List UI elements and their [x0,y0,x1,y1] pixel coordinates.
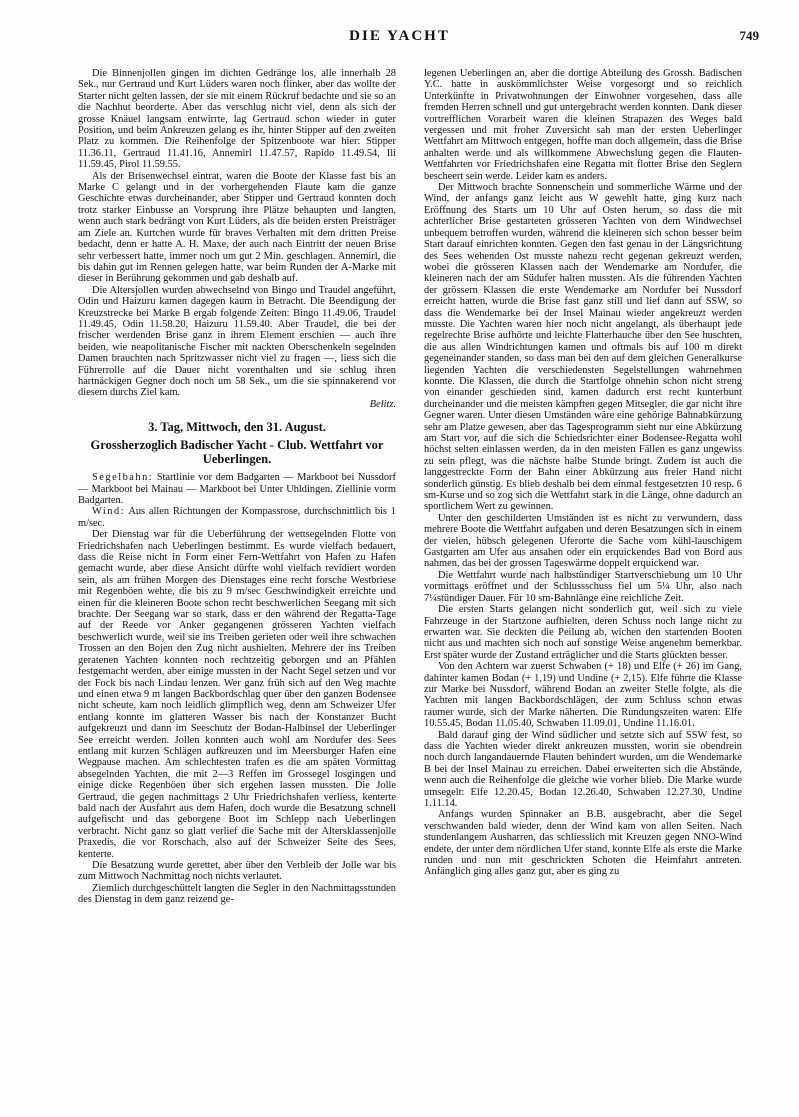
club-heading: Grossherzoglich Badischer Yacht - Club. Wettfahrt vor Ueberlingen. [90,438,384,467]
left-column [78,68,396,1108]
paragraph: Die Binnenjollen gingen im dichten Gedränge los, alle innerhalb 28 Sek., nur Gertraud und Kurt Lüders waren noch flinker, aber das wollte der Starter nicht gelten lassen, der sie mit einem Rückruf bedachte und sie so an die Nachhut beorderte. Aber das verschlug nicht viel, denn als sich der grosse Knäuel langsam entwirrte, lag Gertraud schon wieder in guter Position, und beim Ankreuzen gelang es ihr, hinter Stipper auf den zweiten Platz zu kommen. Die Reihenfolge der Spitzenboote war hier: Stipper 11.36.11, Gertraud 11.41.16, Annemirl 11.47.57, Rapido 11.49.54, Ili 11.59.45, Pirol 11.59.55. [78,68,396,171]
day-heading: 3. Tag, Mittwoch, den 31. August. [148,420,326,435]
wind-label: Wind: [92,506,126,518]
paragraph: Unter den geschilderten Umständen ist es nicht zu verwundern, dass mehrere Boote die Wettfahrt aufgaben und deren Besatzungen sich in einem der vielen, hübsch gelegenen Uferorte die Sache vom kühl-lauschigem Gastgarten am Ufer aus ansahen oder ein erquickendes Bad von Bord aus nahmen, das bei der grossen Tageswärme doppelt erquickend war. [424,512,742,570]
paragraph: Anfangs wurden Spinnaker an B.B. ausgebracht, aber die Segel verschwanden bald wieder, denn der Wind kam von allen Seiten. Nach stundenlangem Ausharren, das schliesslich mit Kreuzen gegen NNO-Wind endete, der unter dem nördlichen Ufer stand, konnte Elfe als erste die Marke runden und nun mit geschrickten Schoten die Heimfahrt antreten. Anfänglich ging alles ganz gut, aber es ging zu [424,809,742,878]
paragraph: Die Altersjollen wurden abwechselnd von Bingo und Traudel angeführt, Odin und Haizuru kamen dagegen kaum in Betracht. Die Beendigung der Kreuzstrecke bei Marke B ergab folgende Zeiten: Bingo 11.49.06, Traudel 11.49.45, Odin 11.58.20, Haizuru 11.59.40. Aber Traudel, die bei der frischer werdenden Brise ganz in ihrem Element erschien — auch ihre beiden, wie neapolitanische Fischer mit nackten Oberschenkeln segelnden Damen brauchten nach Spritzwasser nicht viel zu fragen —, liess sich die Führerrolle auf die Dauer nicht vorenthalten und sie schlug ihren hartnäckigen Gegner doch noch um 58 Sek., um die sie spinnakerend vor diesem durchs Ziel kam. [78,284,396,399]
paragraph: Der Dienstag war für die Ueberführung der wettsegelnden Flotte von Friedrichshafen nach Ueberlingen bestimmt. Es wurde vielfach bedauert, dass die Reise nicht in Form einer Fern-Wettfahrt von Hafen zu Hafen gemacht wurde, aber diese Ansicht dürfte wohl vielfach revidiert worden sein, als am frühen Morgen des Dienstages eine recht forsche Westbriese mit Regenböen wehte, die bis zu 9 m/sec Geschwindigkeit erreichte und einen für die kleineren Boote schon recht beschwerlichen Seegang mit sich brachte. Der Seegang war so stark, dass er den während der Regatta-Tage auf der Reede vor Anker gegangenen grösseren Yachten vielfach beschwerlich wurde, weil sie ins Treiben gerieten oder weil ihre schwachen Trossen an den Bojen den Zug nicht aushielten. Mehrere der ins Treiben geratenen Yachten konnten noch rechtzeitig geborgen und an Pfählen festgemacht werden, aber einige mussten in der Nacht Segel setzen und vor der Fock bis nach Lindau lenzen. Wer ganz früh sich auf den Weg machte und einen etwa 9 m langen Backbordschlag quer über den ganzen Bodensee nicht scheute, kam noch leidlich glimpflich weg, denn am Schweizer Ufer entlang konnte im glatteren Wasser bis nach der Konstanzer Bucht aufgekreuzt und dann im Seeschutz der Bodan-Halbinsel der Ueberlinger See erreicht werden. Jollen konnten auch wohl am Nordufer des Sees entlang mit kurzen Schlägen aufkreuzen und im Meersburger Hafen eine Wegpause machen. Am schlechtesten trafen es die am späten Vormittag absegelnden Yachten, die mit 2—3 Reffen im Grossegel losgingen und einige dicke Regenböen über sich ergehen lassen mussten. Die Jolle Gertraud, die gegen nachmittags 2 Uhr Friedrichshafen verliess, kenterte bald nach der Ausfahrt aus dem Hafen, doch wurde die Besatzung schnell aufgefischt und das geborgene Boot im Schlepp nach Ueberlingen verbracht. Nicht ganz so glatt verlief die Sache mit der Altersklassenjolle Praxedis, die vor Rorschach, also auf der Schweizer Seite des Sees, kenterte. [78,529,396,860]
paragraph: Die ersten Starts gelangen nicht sonderlich gut, weil sich zu viele Fahrzeuge in der Startzone aufhielten, deren Schuss noch lange nicht zu erwarten war. Sie deckten die Peilung ab, wichen den startenden Booten nicht aus und machten sich noch auf sonstige Weise angenehm bemerkbar. Erst später wurde der Zustand erträglicher und die Starts glückten besser. [424,604,742,661]
paragraph: Von den Achtern war zuerst Schwaben (+ 18) und Elfe (+ 26) im Gang, dahinter kamen Bodan (+ 1,19) und Undine (+ 2,15). Elfe führte die Klasse zur Marke bei Nussdorf, während Bodan an zweiter Stelle folgte, als die Yachten mit langen Backbordschlägen, der zum Schluss schon etwas raumer wurde, sich der Marke näherten. Die Rundungszeiten waren: Elfe 10.55.45, Bodan 11.05.40, Schwaben 11.09.01, Undine 11.16.01. [424,661,742,730]
course-paragraph [78,472,396,506]
paragraph: Die Wettfahrt wurde nach halbstündiger Startverschiebung um 10 Uhr vormittags eröffnet und der Schlussschuss fiel um 5¼ Uhr, also nach 7¼stündiger Dauer. Für 10 sm-Bahnlänge eine reichliche Zeit. [424,569,742,604]
paragraph: Als der Brisenwechsel eintrat, waren die Boote der Klasse fast bis an Marke C gelangt und in der vorhergehenden Flaute kam die ganze Geschichte etwas durcheinander, aber Stipper und Gertraud konnten doch trotz starker Einbusse an Vorsprung ihre Plätze behaupten und langten, wenn auch stark bedrängt von Kurt Lüders, als die beiden ersten Preisträger am Ziele an. Kurtchen wurde für braves Verhalten mit dem dritten Preise bedacht, denn er hatte A. H. Maxe, der auch nach Eintritt der neuen Brise sehr verbessert hatte, immer noch um gut 2 Min. geschlagen. Annemirl, die bis dahin gut im Rennen gelegen hatte, war beim Runden der A-Marke mit dieser in Berührung gekommen und gab deshalb auf. [78,170,396,285]
wind-text: Aus allen Richtungen der Kompassrose, durchschnittlich bis 1 m/sec. [78,506,396,529]
course-text: Startlinie vor dem Badgarten — Markboot bei Nussdorf — Markboot bei Mainau — Markboot bei Unter Uhldingen. Ziellinie vorm Badgarten. [78,472,396,506]
page-number: 749 [739,28,759,43]
paragraph: Der Mittwoch brachte Sonnenschein und sommerliche Wärme und der Wind, der anfangs ganz leicht aus W gewehlt hatte, ging kurz nach Eröffnung des Starts um 10 Uhr auf Osten herum, so dass die mit achterlicher Brise gestarteten grösseren Yachten von dem Windwechsel unbequem betroffen wurden, während die kleineren sich schon besser beim Start darauf einrichten konnten. Gegen den fast genau in der Längsrichtung des Sees wehenden Ost musste nahezu recht gegenan gekreuzt werden, wobei die grösseren Klassen nach der Wendemarke am Nordufer, die kleineren nach der am Südufer halten mussten. Als die führenden Yachten der grössern Klassen die erste Wendemarke am Nordufer bei Nussdorf erreicht hatten, wurde die Brise fast ganz still und lief dann auf SSW, so dass die Wendemarke bei der Insel Mainau wieder angekreuzt werden musste. Die Yachten waren hier noch nicht angelangt, als überhaupt jede regelrechte Brise aufhörte und leichte Flatterhauche über den See huschten, die aus allen Windrichtungen kamen und oftmals bis auf 100 m direkt gegeneinander standen, so dass man bei den auf dem gleichen Generalkurse liegenden Yachten die verschiedensten Segelstellungen wahrnehmen konnte. Die Klassen, die durch die Startfolge ohnehin schon nicht streng von einander geschieden sind, kamen dadurch erst recht kunterbunt durcheinander und die meisten kämpften gegen Mitsegler, die gar nicht ihre Gegner waren. Unter diesen Umständen wäre eine gehörige Bahnabkürzung sehr am Platze gewesen, aber das Tagesprogramm sieht nur eine Abkürzung am Start vor, auf die sich die Schiedsrichter einer Bodensee-Regatta wohl höchst selten einlassen werden, da in den meisten Fällen es ganz ungewiss zu sein pflegt, was die nächste halbe Stunde bringt. Zudem ist auch die langgestreckte Form der Bahn einer Abkürzung aus freier Hand nicht sonderlich günstig. Es blieb deshalb bei dem einmal festgesetzten 10 resp. 6 sm-Kurse und so zog sich die Wettfahrt stark in die Länge, ohne dadurch an sportlichem Wert zu gewinnen. [424,182,742,513]
running-header: DIE YACHT [349,28,450,44]
course-label: Segelbahn: [92,472,154,484]
paragraph: Die Besatzung wurde gerettet, aber über den Verbleib der Jolle war bis zum Mittwoch Nachmittag noch nichts verlautet. [78,860,396,883]
paragraph: Bald darauf ging der Wind südlicher und setzte sich auf SSW fest, so dass die Yachten wieder direkt ankreuzen mussten, worin sie obendrein noch durch langandauernde Flauten behindert wurden, um die Wendemarke B bei der Insel Mainau zu erreichen. Dabei erweiterten sich die Abstände, wenn auch die Reihenfolge die gleiche wie vorher blieb. Die Marke wurde umsegelt: Elfe 12.20.45, Bodan 12.26.40, Schwaben 12.27.30, Undine 1.11.14. [424,729,742,809]
paragraph: Ziemlich durchgeschüttelt langten die Segler in den Nachmittagsstunden des Dienstag in dem ganz reizend ge- [78,882,396,906]
wind-paragraph [78,506,396,529]
author-signature: Belitz. [369,398,396,410]
paragraph: legenen Ueberlingen an, aber die dortige Abteilung des Grossh. Badischen Y.C. hatte in auskömmlichster Weise vorgesorgt und so reichlich Unterkünfte in Privatwohnungen der Einwohner vorgesehen, dass alle fremden Herren schnell und gut untergebracht werden konnten. Dank dieser vortrefflichen Vorarbeit waren die kleinen Strapazen des Weges bald vergessen und mit froher Zuversicht sah man der ersten Ueberlinger Wettfahrt am Mittwoch entgegen, hoffte man doch allgemein, dass die Brise anhalten werde und als willkommene Abwechslung gegen die Flauten-Wettfahrten vor Friedrichshafen eine Regatta mit flotter Brise den Seglern bescheert sein werde. Leider kam es anders. [424,68,742,182]
right-column [424,68,742,1108]
